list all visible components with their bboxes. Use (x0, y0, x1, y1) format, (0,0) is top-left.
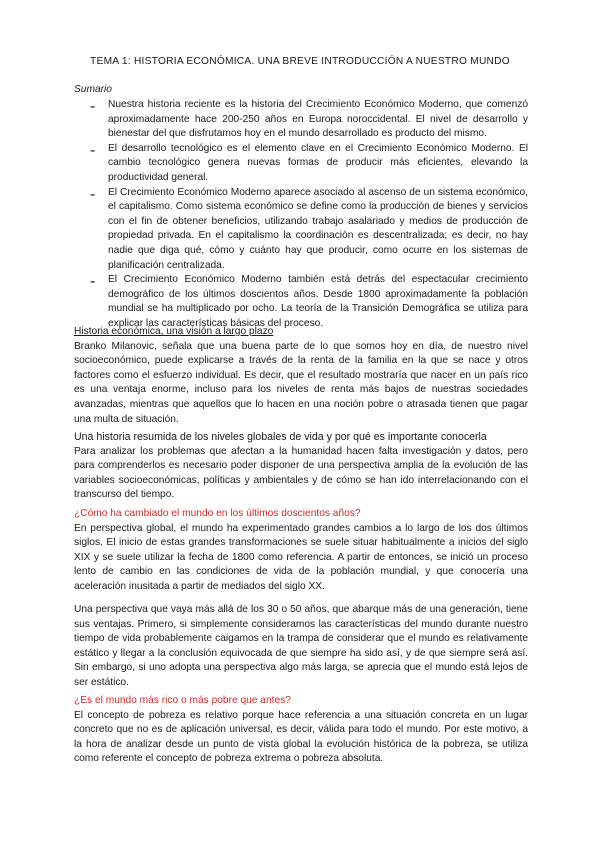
section-heading: Historia económica, una visión a largo plazo (74, 326, 274, 337)
section-cambiado-continued (74, 603, 528, 691)
sumario-item (74, 186, 528, 274)
sumario-item (74, 273, 528, 331)
sumario-item-text: Nuestra historia reciente es la historia del Crecimiento Económico Moderno, que comenzó aproximadamente hace 200-250 años en Europa noroccidental. El nivel de desarrollo y bienestar del que disfrutamos hoy en el mundo desarrollado es producto del mismo. (108, 99, 528, 140)
section-paragraph: El concepto de pobreza es relativo porque hace referencia a una situación concreta en un lugar concreto que no es de aplicación universal, es decir, válida para todo el mundo. Por este motivo, a la hora de analizar desde un punto de vista global la evolución histórica de la pobreza, se utiliza como referente el concepto de pobreza extrema o pobreza absoluta. (74, 709, 528, 765)
sumario-list (74, 98, 528, 332)
bullet-dash: - (90, 98, 96, 115)
sumario-item-text: El Crecimiento Económico Moderno también está detrás del espectacular crecimiento demográfico de los últimos doscientos años. Desde 1800 aproximadamente la población mundial se ha multiplicado por ocho. La teoría de la Transición Demográfica se utiliza para explicar las características básicas del proceso. (108, 274, 528, 329)
section-cambiado (74, 507, 528, 595)
sumario-item-text: El Crecimiento Económico Moderno aparece asociado al ascenso de un sistema económico, el capitalismo. Como sistema económico se define como la producción de bienes y servicios con el fin de obtener beneficios, utilizando trabajo asalariado y medios de producción de propiedad privada. En el capitalismo la coordinación es descentralizada; es decir, no hay nadie que diga qué, cómo y cuánto hay que producir, como ocurre en los sistemas de planificación centralizada. (108, 186, 528, 271)
section-vision (74, 325, 528, 427)
sumario-item-text: El desarrollo tecnológico es el elemento clave en el Crecimiento Económico Moderno. El cambio tecnológico genera nuevas formas de producir más eficientes, elevando la productividad general. (108, 142, 528, 183)
bullet-dash: - (90, 273, 96, 291)
section-resumida (74, 430, 528, 503)
document-title: TEMA 1: HISTORIA ECONÓMICA. UNA BREVE INTRODUCCIÓN A NUESTRO MUNDO (90, 56, 510, 67)
sumario-item (74, 98, 528, 142)
bullet-dash: - (90, 185, 96, 203)
sumario-item (74, 142, 528, 186)
bullet-dash: - (90, 141, 96, 159)
section-paragraph: Para analizar los problemas que afectan a la humanidad hacen falta investigación y datos, pero para comprenderlos es necesario poder disponer de una perspectiva amplia de la evolución de las variables socioeconómicas, políticas y ambientales y de cómo se han ido interrelacionando con el transcurso del tiempo. (74, 445, 528, 501)
sumario-heading: Sumario (74, 84, 112, 95)
section-paragraph: Branko Milanovic, señala que una buena parte de lo que somos hoy en día, de nuestro nivel socioeconómico, puede explicarse a través de la renta de la familia en la que se nace y otros factores como el esfuerzo individual. Es decir, que el resultado mostraría que nacer en un país rico es una ventaja enorme, incluso para los niveles de renta más bajos de nuestras sociedades avanzadas, mientras que aquellos que lo hacen en una noción pobre o atrasada tienen que pagar una multa de situación. (74, 340, 528, 425)
section-paragraph: Una perspectiva que vaya más allá de los 30 o 50 años, que abarque más de una generación, tiene sus ventajas. Primero, si simplemente consideramos las características del mundo durante nuestro tiempo de vida probablemente caigamos en la trampa de considerar que el mundo es relativamente estático y llegar a la conclusión equivocada de que siempre ha sido así, y de que siempre será así. Sin embargo, si uno adopta una perspectiva algo más larga, se aprecia que el mundo está lejos de ser estático. (74, 604, 528, 688)
section-heading: ¿Cómo ha cambiado el mundo en los últimos doscientos años? (74, 508, 361, 519)
section-heading: Una historia resumida de los niveles globales de vida y por qué es importante conocerla (74, 431, 487, 443)
section-rico (74, 694, 528, 767)
section-heading: ¿Es el mundo más rico o más pobre que antes? (74, 695, 291, 706)
section-paragraph: En perspectiva global, el mundo ha experimentado grandes cambios a lo largo de los dos últimos siglos. El inicio de estas grandes transformaciones se suele situar habitualmente a inicios del siglo XIX y se suele utilizar la fecha de 1800 como referencia. A partir de entonces, se inició un proceso lento de cambio en las condiciones de vida de la población mundial, y que conocería una aceleración inusitada a partir de mediados del siglo XX. (74, 522, 528, 592)
